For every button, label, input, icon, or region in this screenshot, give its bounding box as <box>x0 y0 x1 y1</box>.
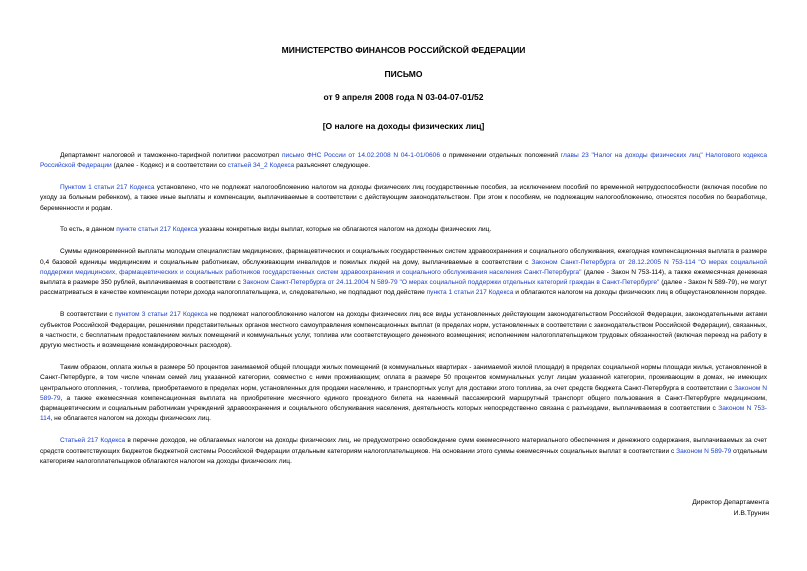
link-article-217-p3[interactable]: пунктом 3 статьи 217 Кодекса <box>114 311 208 319</box>
text-fragment: , а также ежемесячная компенсационная выплата на приобретение месячного единого проездного билета на наземный пассажирский маршрутный транспорт общего пользования в Санкт-Петербурге медицинским, фармацевтическим и социальным работникам учреждений здравоохранения и социального обслуживания населения, деятельность которых непосредственно связана с разъездами, выплачиваемая в соответствии с <box>40 394 767 413</box>
link-law-589-79[interactable]: Законом N 589-79 <box>40 384 767 402</box>
paragraph-one-time-payments <box>40 247 767 298</box>
link-article-34-2[interactable]: статьей 34_2 Кодекса <box>227 162 295 170</box>
paragraph-article-217-p3 <box>40 310 767 351</box>
text-fragment: Таким образом, оплата жилья в размере 50 процентов занимаемой общей площади жилых помещений (в коммунальных квартирах - занимаемой жилой площади) в пределах социальной нормы площади жилья, установленной в Санкт-Петербурге, в том числе членам семей лиц указанной категории, совместно с ними проживающим; оплата в размере 50 процентов коммунальных услуг лицам указанной категории, проживающим в домах, не имеющих центрального отопления, - топлива, приобретаемого в пределах норм, установленных для продажи населению, и транспортных услуг для доставки этого топлива, за счет средств бюджета Санкт-Петербурга в соответствии с <box>40 363 767 392</box>
link-law-589-79-full[interactable]: Законом Санкт-Петербурга от 24.11.2004 N 589-79 "О мерах социальной поддержки отдельных категорий граждан в Санкт-Петербурге" <box>242 279 660 287</box>
text-fragment: указаны конкретные виды выплат, которые не облагаются налогом на доходы физических лиц. <box>197 226 492 234</box>
paragraph-housing-payments <box>40 363 767 425</box>
text-fragment: В соответствии с <box>60 311 115 319</box>
signature-name: И.В.Трунин <box>733 510 769 517</box>
signature-position: Директор Департамента <box>692 499 769 506</box>
text-fragment: , не облагается налогом на доходы физических лиц. <box>50 415 211 423</box>
link-law-753-114[interactable]: Законом N 753-114 <box>40 405 767 423</box>
link-fns-letter[interactable]: письмо ФНС России от 14.02.2008 N 04-1-01/0606 <box>281 152 440 159</box>
link-chapter-23[interactable]: главы 23 "Налог на доходы физических лиц" Налогового кодекса Российской Федерации <box>40 152 767 170</box>
link-article-217-p1[interactable]: Пунктом 1 статьи 217 Кодекса <box>60 184 155 192</box>
document-type: ПИСЬМО <box>384 69 423 79</box>
document-subject: [О налоге на доходы физических лиц] <box>322 121 485 131</box>
text-fragment: То есть, в данном <box>60 226 117 234</box>
text-fragment: в перечне доходов, не облагаемых налогом на доходы физических лиц, не предусмотрено освобождение сумм ежемесячного материального обеспечения и денежного содержания, выплачиваемых за счет средств соответствующих бюджетов бюджетной системы Российской Федерации отдельным категориям налогоплательщиков. На основании этого суммы ежемесячных социальных выплат в соответствии с <box>40 437 767 455</box>
link-article-217[interactable]: Статьей 217 Кодекса <box>60 437 126 445</box>
document-date-number: от 9 апреля 2008 года N 03-04-07-01/52 <box>323 92 484 102</box>
ministry-title: МИНИСТЕРСТВО ФИНАНСОВ РОССИЙСКОЙ ФЕДЕРАЦИИ <box>281 45 526 55</box>
link-law-753-114-full[interactable]: Законом Санкт-Петербурга от 28.12.2005 N 753-114 "О мерах социальной поддержки медицинских, фармацевтических и социальных работников государственных систем здравоохранения и социального обслуживания населения Санкт-Петербурга" <box>40 258 767 276</box>
letter-body <box>40 151 767 479</box>
text-fragment: (далее - Кодекс) и в соответствии со <box>111 162 228 170</box>
text-fragment: не подлежат налогообложению налогом на доходы физических лиц все виды установленных действующим законодательством Российской Федерации, законодательными актами субъектов Российской Федерации, решениями представительных органов местного самоуправления компенсационных выплат (в пределах норм, установленных в соответствии с законодательством Российской Федерации), связанных, в частности, с бесплатным предоставлением жилых помещений и коммунальных услуг, топлива или соответствующего денежного возмещения; исполнением налогоплательщиком трудовых обязанностей (включая переезд на работу в другую местность и возмещение командировочных расходов). <box>40 311 767 350</box>
text-fragment: Суммы единовременной выплаты молодым специалистам медицинских, фармацевтических и социальных государственных систем здравоохранения и социального обслуживания, ежегодная компенсационная выплата в размере 0,4 базовой единицы медицинским и социальным работникам, обслуживающим инвалидов и пожилых людей на дому, выплачиваемые в соответствии с <box>40 248 767 266</box>
paragraph-article-217-p1 <box>40 183 767 214</box>
text-fragment: (далее - Закон N 753-114), а также ежемесячная денежная выплата в размере 350 рублей, выплачиваемая в соответствии с <box>40 268 767 287</box>
link-article-217-clause[interactable]: пункте статьи 217 Кодекса <box>116 226 198 234</box>
link-article-217-p1-second[interactable]: пункта 1 статьи 217 Кодекса <box>426 289 514 297</box>
text-fragment: и облагаются налогом на доходы физических лиц в общеустановленном порядке. <box>513 289 767 297</box>
text-fragment: разъясняет следующее. <box>294 162 371 170</box>
paragraph-specific-payments <box>40 225 767 235</box>
text-fragment: (далее - Закон N 589-79), не могут рассматриваться в качестве компенсации потери дохода налогоплательщика, и, следовательно, не подпадают под действие <box>40 279 767 297</box>
paragraph-monthly-support <box>40 436 767 467</box>
text-fragment: установлено, что не подлежат налогообложению налогом на доходы физических лиц государственные пособия, за исключением пособий по временной нетрудоспособности (включая пособие по уходу за больным ребенком), а также иные выплаты и компенсации, выплачиваемые в соответствии с действующим законодательством. При этом к пособиям, не подлежащим налогообложению, относятся пособия по безработице, беременности и родам. <box>40 184 768 212</box>
text-fragment: о применении отдельных положений <box>440 152 561 159</box>
text-fragment: отдельным категориям налогоплательщиков облагаются налогом на доходы физических лиц. <box>40 447 767 465</box>
paragraph-intro <box>40 151 767 172</box>
text-fragment: Департамент налоговой и таможенно-тарифной политики рассмотрел <box>60 152 282 159</box>
link-law-589-79-second[interactable]: Законом N 589-79 <box>676 447 732 455</box>
